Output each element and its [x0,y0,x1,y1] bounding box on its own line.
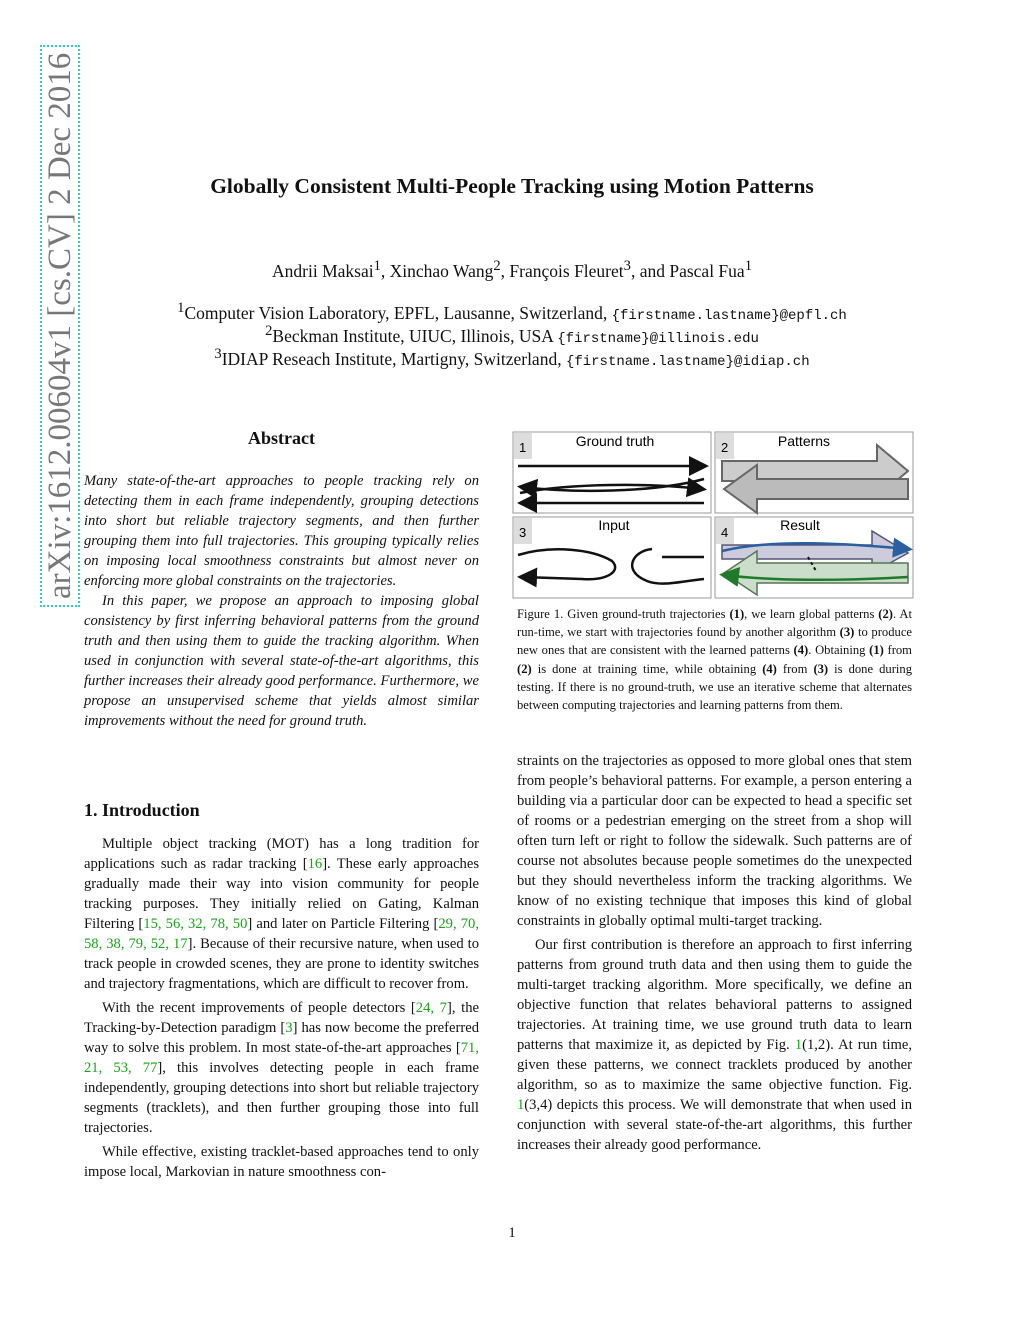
abstract-paragraph: Many state-of-the-art approaches to people tracking rely on detecting them in each frame independently, grouping detections into short but reliable trajectory segments, and then further grouping them into full trajectories. This grouping typically relies on imposing local smoothness constraints but almost never on enforcing more global constraints on the trajectories. [84,473,479,589]
abstract-body [84,471,479,731]
citation-link[interactable]: 71, 21, 53, 77 [84,1040,479,1076]
panel-label: Input [598,517,630,533]
citation-link[interactable]: 16 [307,856,323,872]
author-name: François Fleuret [509,260,624,281]
affiliation: $^1$Computer Vision Laboratory, EPFL, Lausanne, Switzerland, {firstname.lastname}@epfl.ch [177,300,847,324]
author-list: Andrii Maksai$^1$, Xinchao Wang$^2$, François Fleuret$^3$, and Pascal Fua$^1$ [272,258,752,281]
paragraph: With the recent improvements of people detectors [24, 7], the Tracking-by-Detection paradigm [3] has now become the preferred way to solve this problem. In most state-of-the-art approaches [71, 21, 53, 77], this involves detecting people in each frame independently, grouping detections into short but reliable trajectory segments (tracklets), and then further grouping those into full trajectories. [84,1000,479,1136]
page-number: 1 [508,1225,516,1241]
email: {firstname.lastname}@epfl.ch [611,307,847,324]
abstract-paragraph: In this paper, we propose an approach to imposing global consistency by first inferring behavioral patterns from the ground truth and then using them to guide the tracking algorithm. When used in conjunction with several state-of-the-art algorithms, this further increases their already good performance. Furthermore, we propose an unsupervised scheme that yields almost similar improvements without the need for ground truth. [84,593,479,729]
author-name: Xinchao Wang [389,260,494,281]
author-affil-sup: 3 [623,258,631,274]
abstract-heading: Abstract [248,428,315,448]
paragraph: Multiple object tracking (MOT) has a long tradition for applications such as radar tracking [16]. These early approaches gradually made their way into vision community for people tracking purposes. They initially relied on Gating, Kalman Filtering [15, 56, 32, 78, 50] and later on Particle Filtering [29, 70, 58, 38, 79, 52, 17]. Because of their recursive nature, when used to track people in crowded scenes, they are prone to identity switches and trajectory fragmentations, which are difficult to recover from. [84,836,479,992]
intro-left-column [84,834,479,1186]
affiliation: $^3$IDIAP Reseach Institute, Martigny, Switzerland, {firstname.lastname}@idiap.ch [214,346,810,370]
email: {firstname}@illinois.edu [557,330,759,347]
paragraph: While effective, existing tracklet-based approaches tend to only impose local, Markovian in nature smoothness con- [84,1144,479,1180]
paper-title: Globally Consistent Multi-People Tracking using Motion Patterns [210,174,814,198]
panel-number: 2 [721,440,729,455]
citation-link[interactable]: 29, 70, 58, 38, 79, 52, 17 [84,916,479,952]
author-affil-sup: 1 [744,258,752,274]
email: {firstname.lastname}@idiap.ch [565,353,810,370]
arxiv-stamp: arXiv:1612.00604v1 [cs.CV] 2 Dec 2016 [40,227,84,607]
panel-label: Result [780,517,820,533]
section-heading: 1. Introduction [84,800,200,820]
affiliation: $^2$Beckman Institute, UIUC, Illinois, USA {firstname}@illinois.edu [265,323,759,347]
author-affil-sup: 2 [493,258,501,274]
panel-label: Ground truth [575,433,655,449]
intro-right-column [517,751,912,1159]
author-name: Andrii Maksai [272,260,374,281]
figure-link[interactable]: 1 [794,1037,803,1053]
paragraph: Our first contribution is therefore an approach to first inferring patterns from ground truth data and then using them to guide the multi-target tracking algorithm. More specifically, we define an objective function that relates behavioral patterns to assigned trajectories. At training time, we use ground truth data to learn patterns that maximize it, as depicted by Fig. 1(1,2). At run time, given these patterns, we connect tracklets produced by another algorithm, so as to maximize the same objective function. Fig. 1(3,4) depicts this process. We will demonstrate that when used in conjunction with several state-of-the-art algorithms, this further increases their already good performance. [517,937,912,1153]
figure-1 [512,431,915,599]
figure-link[interactable]: 1 [517,1097,525,1113]
citation-link[interactable]: 15, 56, 32, 78, 50 [143,916,248,932]
citation-link[interactable]: 3 [285,1020,293,1036]
author-affil-sup: 1 [373,258,381,274]
figure-caption: Figure 1. Given ground-truth trajectories (1), we learn global patterns (2). At run-time, we start with trajectories found by another algorithm (3) to produce new ones that are consistent with the learned patterns (4). Obtaining (1) from (2) is done at training time, while obtaining (4) from (3) is done during testing. If there is no ground-truth, we use an iterative scheme that alternates between computing trajectories and learning patterns from them. [517,607,912,713]
panel-number: 3 [519,525,527,540]
panel-number: 4 [721,525,729,540]
panel-number: 1 [519,440,527,455]
paragraph-continued: straints on the trajectories as opposed to more global ones that stem from people’s behavioral patterns. For example, a person entering a building via a particular door can be expected to head a specific set of rooms or a pedestrian emerging on the street from a shop will often turn left or right to follow the sidewalk. Such patterns are of course not absolutes because people sometimes do the unexpected but they should nevertheless inform the tracking algorithms. We know of no existing technique that imposes this kind of global constraints in globally optimal multi-target tracking. [517,753,912,929]
author-name: Pascal Fua [669,260,745,281]
figure-1-graphic [512,431,915,599]
panel-label: Patterns [777,433,831,449]
citation-link[interactable]: 24, 7 [415,1000,447,1016]
